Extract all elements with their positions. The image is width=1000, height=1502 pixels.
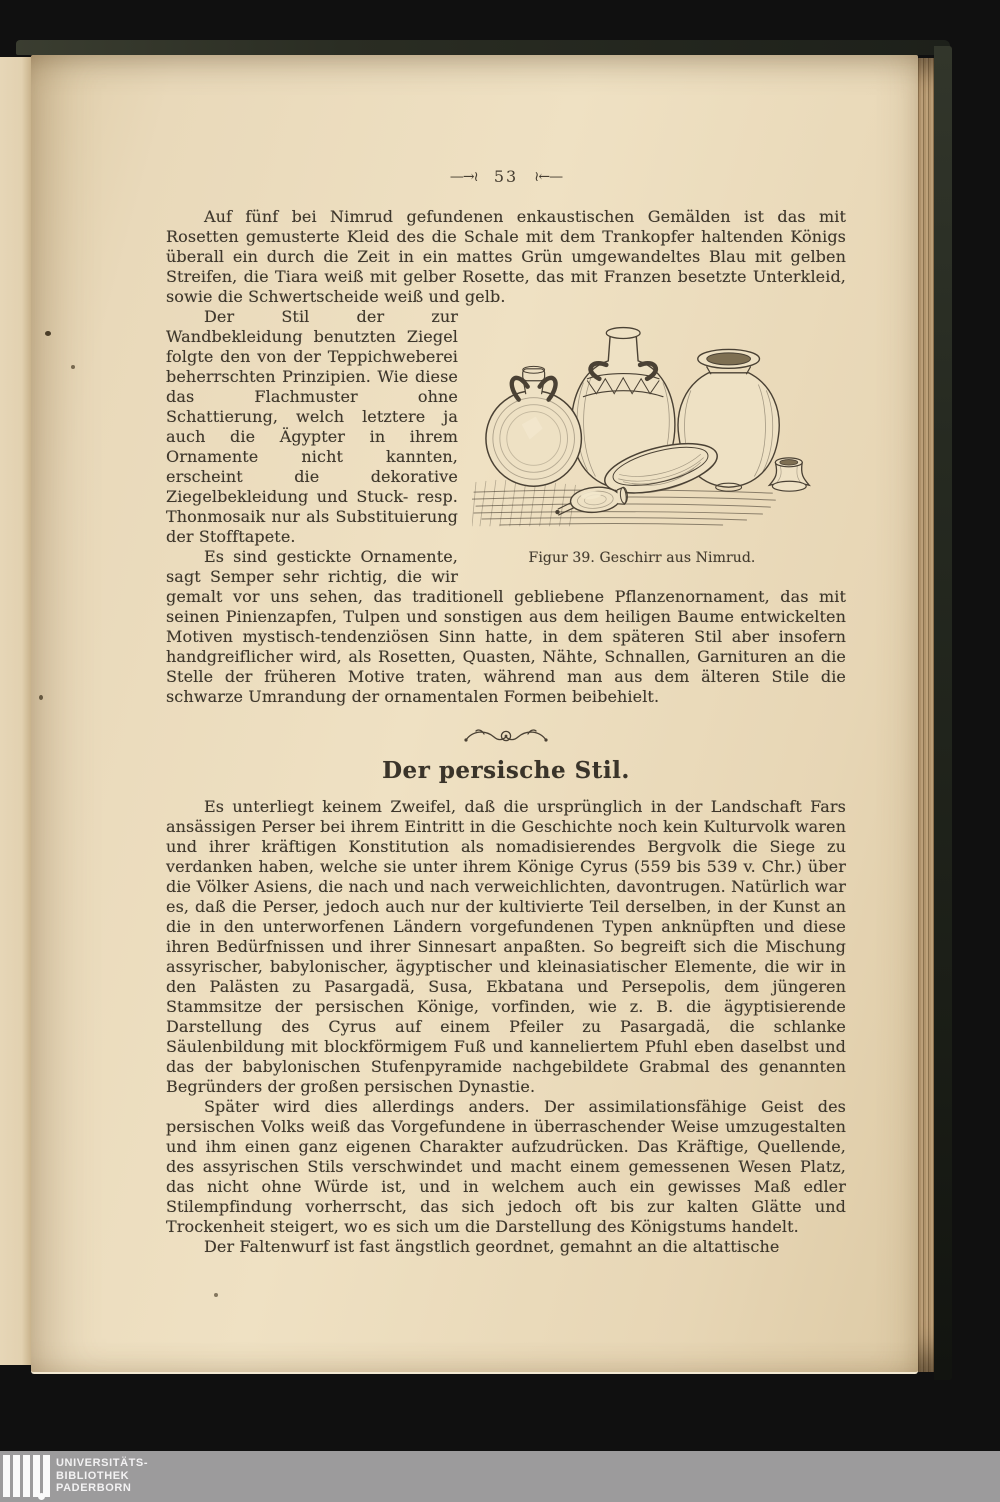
paragraph: Auf fünf bei Nimrud gefundenen enkaustischen Gemälden ist das mit Rosetten gemusterte Kleid des die Schale mit dem Trankopfer haltenden Königs überall ein durch die Zeit in ein mattes Grün umgewandeltes Blau mit gelben Streifen, die Tiara weiß mit gelber Rosette, das mit Franzen besetzte Unterkleid, sowie die Schwertscheide weiß und gelb. xyxy=(166,207,846,306)
book-top-edge xyxy=(16,40,950,55)
logo-bar-icon xyxy=(13,1455,20,1497)
figure-caption: Figur 39. Geschirr aus Nimrud. xyxy=(528,550,756,566)
library-name-line: BIBLIOTHEK xyxy=(56,1469,130,1482)
section-divider xyxy=(166,725,846,749)
section-divider-ornament xyxy=(460,725,552,749)
logo-bar-icon xyxy=(33,1455,40,1497)
page-number: 53 xyxy=(493,167,519,186)
stitch-mark xyxy=(39,695,43,700)
logo-dot-icon xyxy=(38,1493,45,1500)
logo-bar-icon xyxy=(23,1455,30,1497)
logo-bar-icon xyxy=(43,1455,50,1497)
paragraph: Der Stil der zur Wandbekleidung benutzten Ziegel folgte den von der Teppichweberei beherrschten Prinzipien. Wie diese das Flachmuster ohne Schattierung, welch letztere ja auch die Ägypter in ihrem Ornamente nicht kannten, erscheint die dekorative Ziegelbekleidung und Stuck- resp. Thonmosaik nur als Substituierung der Stofftapete. xyxy=(166,307,458,546)
paragraph: Es sind gestickte Ornamente, sagt Semper sehr richtig, die wir gemalt vor uns sehen, das traditionell gebliebene Pflanzenornament, das mit seinen Pinienzapfen, Tulpen und sonstigen aus dem heiligen Baume entwickelten Motiven mystisch-tendenziösen Sinn hatte, in dem späteren Stil aber insofern handgreiflicher wird, als Rosetten, Quasten, Nähte, Schnallen, Garnituren an die Stelle der früheren Motive traten, während man aus dem älteren Stile die schwarze Umrandung der ornamentalen Formen beibehielt. xyxy=(166,547,846,706)
book-page xyxy=(31,55,918,1374)
stitch-mark xyxy=(71,365,75,369)
body-text xyxy=(166,207,846,1257)
library-name xyxy=(56,1457,148,1495)
logo-bar-icon xyxy=(3,1455,10,1497)
section-heading: Der persische Stil. xyxy=(382,757,630,784)
scan-footer-bar xyxy=(0,1451,1000,1502)
page-header xyxy=(166,167,846,186)
pottery-engraving xyxy=(472,317,846,544)
book-cover-edge xyxy=(934,46,952,1380)
library-name-line: UNIVERSITÄTS- xyxy=(56,1457,149,1469)
pagenumber-ornament-right: ≀←— xyxy=(534,169,563,185)
paragraph: Der Faltenwurf ist fast ängstlich geordnet, gemahnt an die altattische xyxy=(204,1237,780,1256)
figure-39 xyxy=(472,317,846,568)
library-name-line: PADERBORN xyxy=(56,1482,132,1494)
stitch-mark xyxy=(45,331,51,336)
facing-page-sliver xyxy=(0,57,31,1365)
paragraph: Später wird dies allerdings anders. Der assimilationsfähige Geist des persischen Volks weiß das Vorgefundene in überraschender Weise umzugestalten und ihm einen ganz eigenen Charakter aufzudrücken. Das Kräftige, Quellende, des assyrischen Stils verschwindet und macht einem gemessenen Wesen Platz, das nicht ohne Würde ist, und in welchem auch ein gewisses Maß edler Stilempfindung vorherrscht, das sich jedoch oft bis zur kalten Glätte und Trockenheit steigert, wo es sich um die Darstellung des Königstums handelt. xyxy=(166,1097,846,1236)
paragraph: Es unterliegt keinem Zweifel, daß die ursprünglich in der Landschaft Fars ansässigen Perser bei ihrem Eintritt in die Geschichte noch kein Kulturvolk waren und ihrer kräftigen Konstitution als nomadisierendes Bergvolk die Siege zu verdanken haben, welche sie unter ihrem Könige Cyrus (559 bis 539 v. Chr.) über die Völker Asiens, die nach und nach verweichlichten, davontrugen. Natürlich war es, daß die Perser, jedoch auch nur der kultivierte Teil derselben, in der Kunst an die in den unterworfenen Ländern vorgefundenen Typen anknüpften und diese ihren Bedürfnissen und ihrer Sinnesart anpaßten. So begreift sich die Mischung assyrischer, babylonischer, ägyptischer und kleinasiatischer Elemente, die wir in den Palästen zu Pasargadä, Susa, Ekbatana und Persepolis, dem jüngeren Stammsitze der persischen Könige, vorfinden, wie z. B. die ägyptisierende Darstellung des Cyrus auf einem Pfeiler zu Pasargadä, die schlanke Säulenbildung mit blockförmigem Fuß und kanneliertem Pfuhl eben daselbst und das der babylonischen Stufenpyramide nachgebildete Grabmal des genannten Begründers der großen persischen Dynastie. xyxy=(166,797,846,1096)
ink-speck xyxy=(214,1293,218,1297)
pagenumber-ornament-left: —→≀ xyxy=(449,169,478,185)
